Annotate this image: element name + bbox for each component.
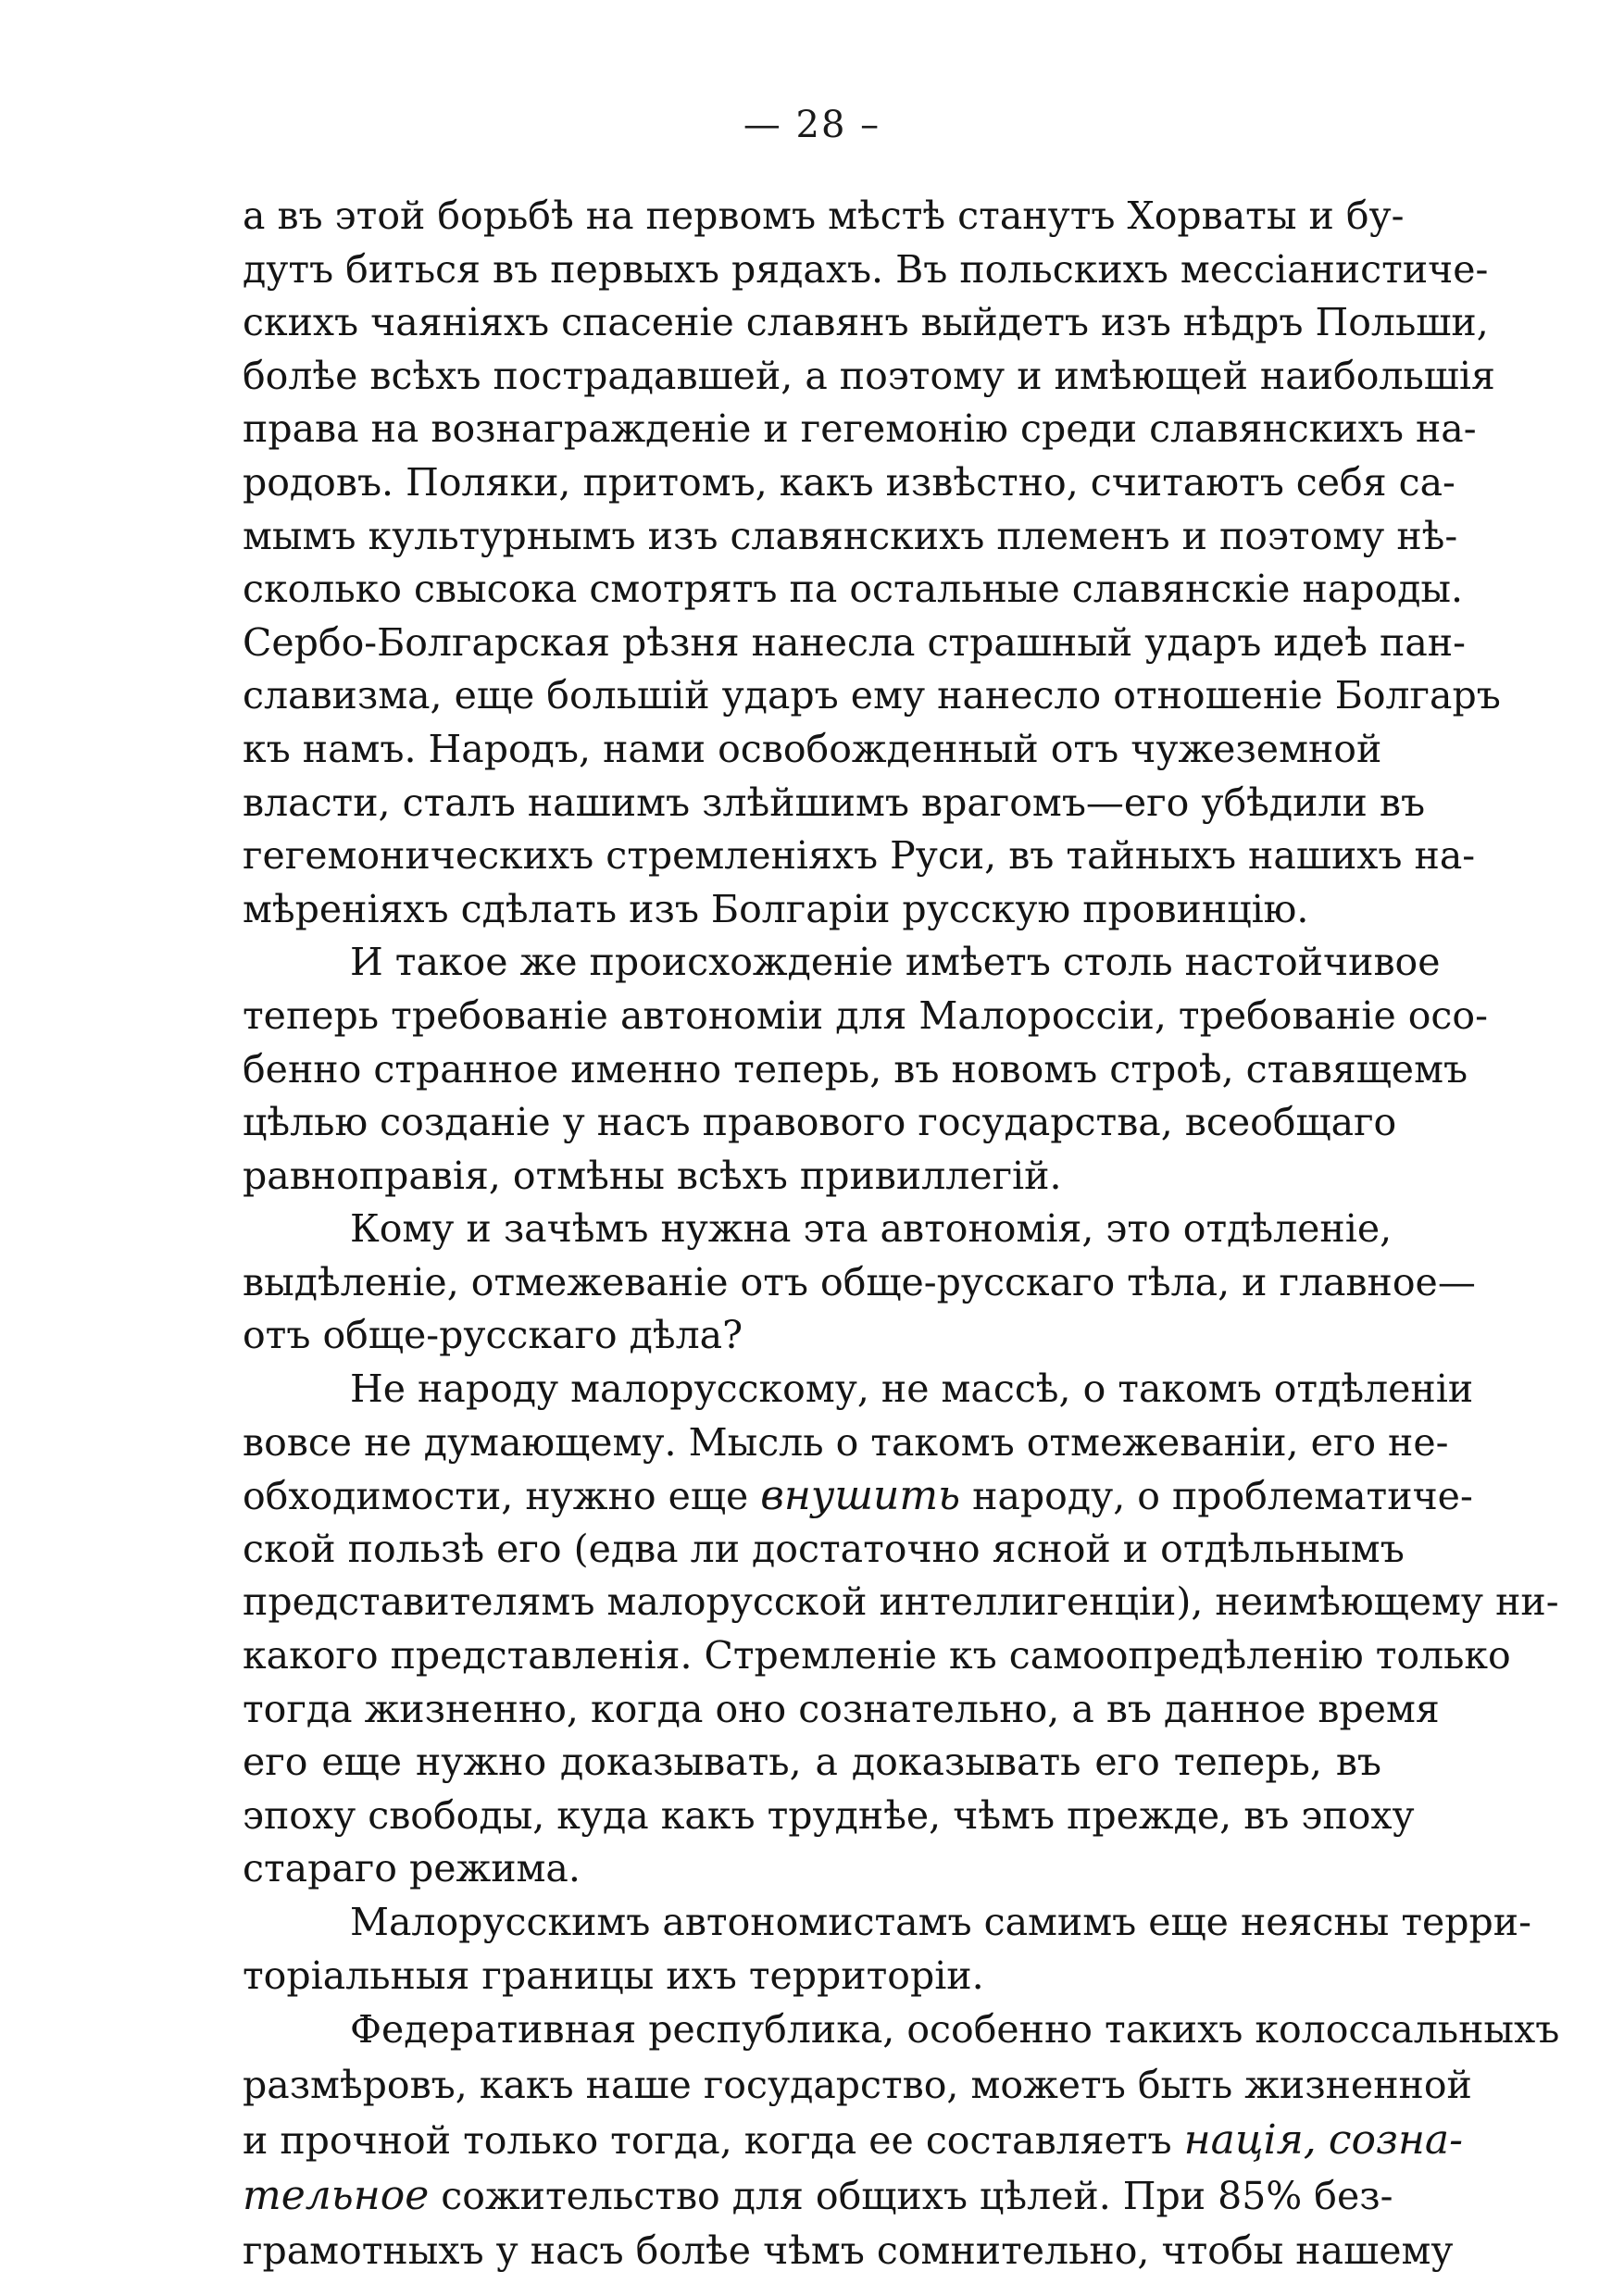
text-line: мымъ культурнымъ изъ славянскихъ племенъ и поэтому нѣ- [243,513,1458,558]
text-line: скихъ чаяніяхъ спасеніе славянъ выйдетъ изъ нѣдръ Польши, [243,300,1489,345]
text-line: равноправія, отмѣны всѣхъ привиллегій. [243,1153,1062,1198]
text-line: теперь требованіе автономіи для Малороссіи, требованіе осо- [243,992,1488,1038]
text-line: Сербо-Болгарская рѣзня нанесла страшный ударъ идеѣ пан- [243,619,1466,665]
emphasis-word: созна- [1328,2116,1464,2165]
text-line: а въ этой борьбѣ на первомъ мѣстѣ станутъ Хорваты и бу- [243,193,1405,238]
text-line: сколько свысока смотрятъ па остальные славянскіе народы. [243,567,1464,612]
text-line: его еще нужно доказывать, а доказывать его теперь, въ [243,1740,1381,1785]
emphasis-word: нація, [1183,2116,1317,2165]
body-text [243,190,1560,2278]
text-line: дутъ биться въ первыхъ рядахъ. Въ польскихъ мессіанистиче- [243,246,1489,292]
text-line: торіальныя границы ихъ территоріи. [243,1953,984,1998]
text-fragment: и прочной только тогда, когда ее составляетъ [243,2118,1172,2164]
text-line-with-emphasis [243,2168,1393,2224]
text-line: славизма, еще большій ударъ ему нанесло отношеніе Болгаръ [243,673,1501,718]
paragraph-start-line: Не народу малорусскому, не массѣ, о такомъ отдѣленіи [350,1366,1474,1412]
text-line: представителямъ малорусской интеллигенціи), неимѣющему ни- [243,1579,1559,1625]
paragraph-start-line: Кому и зачѣмъ нужна эта автономія, это отдѣленіе, [350,1206,1393,1252]
text-line: родовъ. Поляки, притомъ, какъ извѣстно, считаютъ себя са- [243,459,1455,505]
emphasis-word: тельное [243,2171,430,2219]
text-line-with-emphasis [243,2113,1464,2168]
emphasis-word: внушить [760,1472,961,1520]
text-line: власти, сталъ нашимъ злѣйшимъ врагомъ—его убѣдили въ [243,780,1426,825]
text-line: болѣе всѣхъ пострадавшей, а поэтому и имѣющей наибольшія [243,353,1495,398]
text-line: бенно странное именно теперь, въ новомъ строѣ, ставящемъ [243,1046,1468,1092]
text-line-with-emphasis [243,1469,1473,1523]
paragraph-start-line: И такое же происхожденіе имѣетъ столь настойчивое [350,940,1441,985]
text-line: стараго режима. [243,1846,581,1891]
text-line: эпоху свободы, куда какъ труднѣе, чѣмъ прежде, въ эпоху [243,1792,1415,1838]
text-line: цѣлью созданіе у насъ правового государства, всеобщаго [243,1100,1397,1145]
text-line: гегемоническихъ стремленіяхъ Руси, въ тайныхъ нашихъ на- [243,833,1476,879]
text-line: тогда жизненно, когда оно сознательно, а въ данное время [243,1686,1440,1731]
paragraph-start-line: Федеративная республика, особенно такихъ колоссальныхъ [350,2007,1560,2053]
text-line: мѣреніяхъ сдѣлать изъ Болгаріи русскую провинцію. [243,886,1309,931]
text-line: вовсе не думающему. Мысль о такомъ отмежеваніи, его не- [243,1419,1449,1465]
text-line: размѣровъ, какъ наше государство, можетъ быть жизненной [243,2062,1472,2107]
text-fragment: народу, о проблематиче- [972,1474,1473,1519]
text-line: права на вознагражденіе и гегемонію среди славянскихъ на- [243,406,1477,452]
text-line: къ намъ. Народъ, нами освобожденный отъ чужеземной [243,726,1382,771]
paragraph-start-line: Малорусскимъ автономистамъ самимъ еще неясны терри- [350,1900,1531,1944]
text-line: ской пользѣ его (едва ли достаточно ясной и отдѣльнымъ [243,1526,1405,1571]
text-line: выдѣленіе, отмежеваніе отъ обще-русскаго тѣла, и главное— [243,1259,1476,1304]
text-line: какого представленія. Стремленіе къ самоопредѣленію только [243,1633,1511,1678]
page-number: — 28 – [743,104,881,146]
text-line: грамотныхъ у насъ болѣе чѣмъ сомнительно, чтобы нашему [243,2227,1454,2273]
text-line: отъ обще-русскаго дѣла? [243,1313,743,1358]
text-fragment: сожительство для общихъ цѣлей. При 85% без- [441,2173,1393,2218]
text-fragment: обходимости, нужно еще [243,1474,749,1519]
